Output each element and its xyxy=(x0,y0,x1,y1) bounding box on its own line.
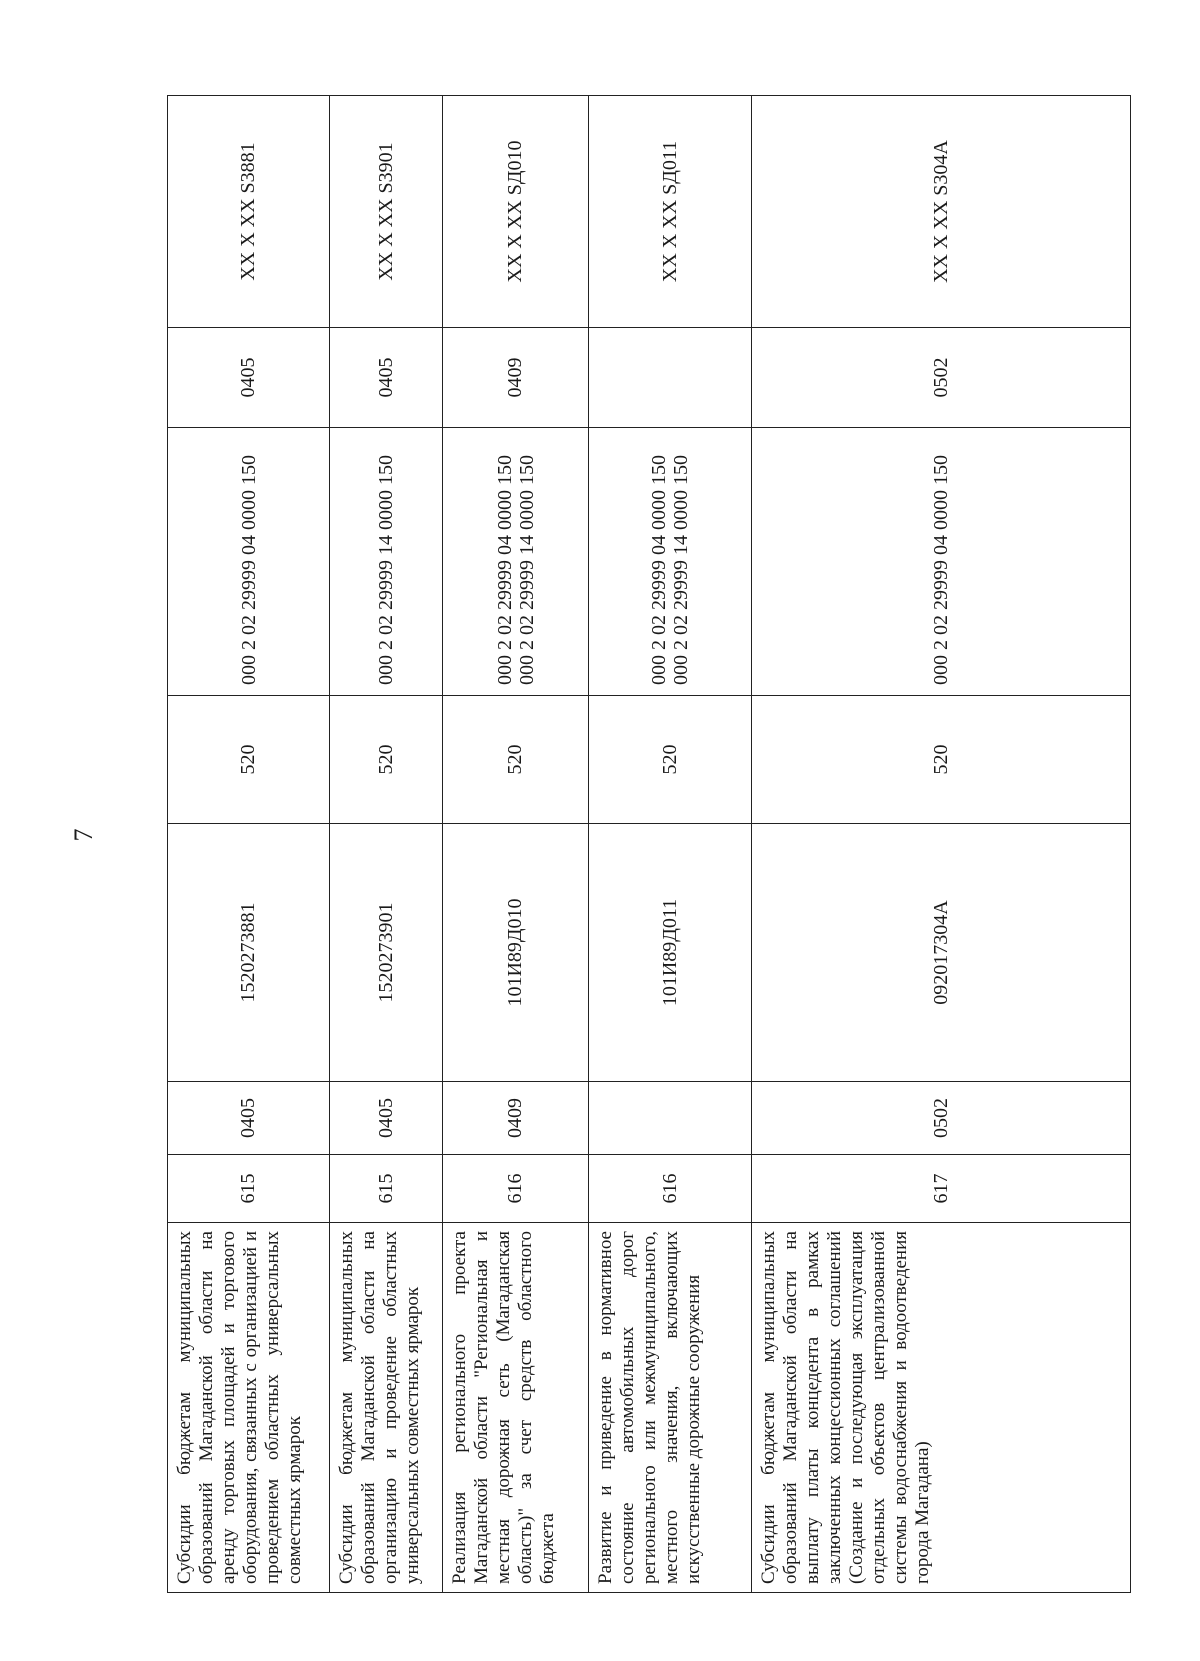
code1-cell: 616 xyxy=(443,1155,589,1223)
income-code-cell xyxy=(443,428,589,696)
target-article-cell: 092017304А xyxy=(752,824,1131,1082)
description-cell: Субсидии бюджетам муниципальных образований Магаданской области на выплату платы концедента в рамках заключенных концессионных соглашений (Создание и последующая эксплуатация отдельных объектов централизованной системы водоснабжения и водоотведения города Магадана) xyxy=(752,1223,1131,1593)
description-cell: Субсидии бюджетам муниципальных образований Магаданской области на организацию и проведение областных универсальных совместных ярмарок xyxy=(330,1223,443,1593)
section2-cell: 0409 xyxy=(443,328,589,428)
code2-cell: XX X XX S3881 xyxy=(168,96,330,328)
expense-type-cell: 520 xyxy=(330,696,443,824)
expense-type-cell: 520 xyxy=(589,696,752,824)
income-code-cell xyxy=(589,428,752,696)
code2-cell: XX X XX SД011 xyxy=(589,96,752,328)
section1-cell xyxy=(589,1082,752,1155)
income-code: 000 2 02 29999 14 0000 150 xyxy=(515,455,538,685)
page-number: 7 xyxy=(69,828,98,842)
expense-type-cell: 520 xyxy=(168,696,330,824)
income-code-cell xyxy=(330,428,443,696)
income-code: 000 2 02 29999 04 0000 150 xyxy=(648,455,670,685)
section1-cell: 0409 xyxy=(443,1082,589,1155)
income-code: 000 2 02 29999 14 0000 150 xyxy=(375,455,397,685)
section1-cell: 0502 xyxy=(752,1082,1131,1155)
code2-cell: XX X XX S3901 xyxy=(330,96,443,328)
table-row xyxy=(168,96,330,1593)
code1-cell: 617 xyxy=(752,1155,1131,1223)
target-article-cell: 101И89Д010 xyxy=(443,824,589,1082)
section2-cell: 0405 xyxy=(168,328,330,428)
section1-cell: 0405 xyxy=(168,1082,330,1155)
subsidy-table-rotated xyxy=(167,96,1130,1593)
section2-cell: 0502 xyxy=(752,328,1131,428)
subsidy-table-container xyxy=(167,96,1130,1593)
table-row xyxy=(752,96,1131,1593)
target-article-cell: 101И89Д011 xyxy=(589,824,752,1082)
income-code: 000 2 02 29999 04 0000 150 xyxy=(930,455,952,685)
target-article-cell: 1520273881 xyxy=(168,824,330,1082)
description-cell: Развитие и приведение в нормативное состояние автомобильных дорог регионального или межмуниципального, местного значения, включающих искусственные дорожные сооружения xyxy=(589,1223,752,1593)
table-row xyxy=(330,96,443,1593)
description-cell: Субсидии бюджетам муниципальных образований Магаданской области на аренду торговых площадей и торгового оборудования, связанных с организацией и проведением областных универсальных совместных ярмарок xyxy=(168,1223,330,1593)
expense-type-cell: 520 xyxy=(752,696,1131,824)
code2-cell: XX X XX SД010 xyxy=(443,96,589,328)
section2-cell xyxy=(589,328,752,428)
income-code: 000 2 02 29999 04 0000 150 xyxy=(493,455,516,685)
code2-cell: XX X XX S304A xyxy=(752,96,1131,328)
table-body xyxy=(168,96,1131,1593)
income-code-cell xyxy=(752,428,1131,696)
expense-type-cell: 520 xyxy=(443,696,589,824)
code1-cell: 616 xyxy=(589,1155,752,1223)
target-article-cell: 1520273901 xyxy=(330,824,443,1082)
table-row xyxy=(589,96,752,1593)
table-row xyxy=(443,96,589,1593)
income-code: 000 2 02 29999 04 0000 150 xyxy=(237,455,260,685)
income-code-cell xyxy=(168,428,330,696)
section2-cell: 0405 xyxy=(330,328,443,428)
section1-cell: 0405 xyxy=(330,1082,443,1155)
code1-cell: 615 xyxy=(168,1155,330,1223)
description-cell: Реализация регионального проекта Магаданской области "Региональная и местная дорожная сеть (Магаданская область)" за счет средств областного бюджета xyxy=(443,1223,589,1593)
code1-cell: 615 xyxy=(330,1155,443,1223)
subsidy-table xyxy=(167,95,1131,1593)
income-code: 000 2 02 29999 14 0000 150 xyxy=(670,455,692,685)
